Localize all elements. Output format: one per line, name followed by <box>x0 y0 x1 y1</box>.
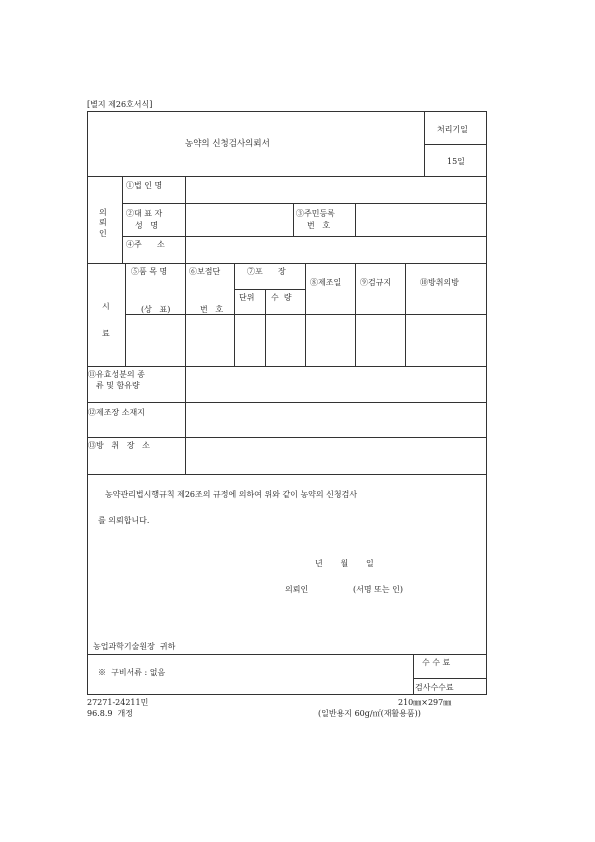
reg-sub-label: 번 호 <box>200 305 224 314</box>
active-ingredient-label-2: 류 및 함유량 <box>96 381 140 390</box>
requester-label-2: 뢰 <box>99 218 107 227</box>
fee-sub-label: 검사수수료 <box>415 683 454 692</box>
packing-label: ⑦포 장 <box>247 267 286 276</box>
corp-name-label: ①법 인 명 <box>126 181 163 190</box>
attachments: ※ 구비서류 : 없음 <box>98 668 166 677</box>
footer-paper: (일반용지 60g/㎡(재활용품)) <box>318 709 421 718</box>
signer-label: 의뢰인 <box>285 585 309 594</box>
qty-label: 수 량 <box>271 293 292 302</box>
unit-label: 단위 <box>239 293 255 302</box>
rep-name-label-2: 성 명 <box>135 221 159 230</box>
body-text-line-1: 농약관리법시행규칙 제26조의 규정에 의하여 위와 같이 농약의 신청검사 <box>105 490 358 499</box>
factory-location-label: ⑫제조장 소재지 <box>88 408 145 417</box>
form-title: 농약의 신청검사의뢰서 <box>185 139 270 149</box>
requester-label-1: 의 <box>99 208 107 217</box>
date-line: 년 월 일 <box>315 559 374 568</box>
footer-code: 27271-24211민 <box>87 698 149 707</box>
signer-sign: (서명 또는 인) <box>353 585 403 594</box>
mfg-date-label: ⑧제조일 <box>310 278 342 287</box>
body-text-line-2: 를 의뢰합니다. <box>98 516 150 525</box>
footer-size: 210㎜×297㎜ <box>398 698 452 707</box>
sample-label-2: 료 <box>102 329 110 338</box>
form-number: [별지 제26호서식] <box>87 100 153 109</box>
sampling-place-label: ⑬방 취 장 소 <box>88 441 150 450</box>
processing-value: 15일 <box>447 157 465 166</box>
brand-label: (상 표) <box>141 305 171 314</box>
requester-label-3: 인 <box>99 229 107 238</box>
fee-label: 수 수 료 <box>422 658 451 667</box>
addressee: 농업과학기술원장 귀하 <box>93 642 176 651</box>
sampling-method-label: ⑩방취의방 <box>420 278 459 287</box>
rep-name-label-1: ②대 표 자 <box>126 209 163 218</box>
processing-label: 처리기일 <box>437 125 468 134</box>
product-label: ⑤품 목 명 <box>131 267 168 276</box>
active-ingredient-label-1: ⑪유효성분의 종 <box>88 370 145 379</box>
address-label: ④주 소 <box>126 240 165 249</box>
resident-no-label-1: ③주민등록 <box>296 209 335 218</box>
footer-revised: 96.8.9 개정 <box>87 709 133 718</box>
resident-no-label-2: 번 호 <box>307 221 331 230</box>
sample-label-1: 시 <box>102 302 110 311</box>
std-label: ⑨검규지 <box>360 278 392 287</box>
reg-label: ⑥보점단 <box>189 267 221 276</box>
form-frame <box>87 111 487 695</box>
